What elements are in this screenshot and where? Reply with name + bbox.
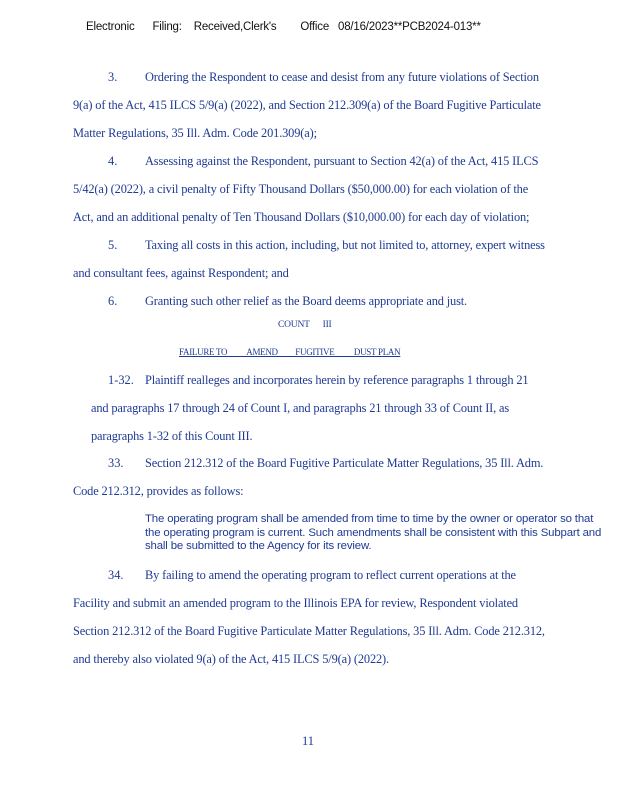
page-number: 11 — [302, 734, 315, 748]
block-quote: The operating program shall be amended from time to time by the owner or operator so that the operating program is current. Such amendments shall be consistent with this Subpart and shall be submitted to the Agency for its review. — [145, 513, 602, 552]
count-heading: COUNT III — [278, 320, 332, 330]
paragraph-text-line: Code 212.312, provides as follows: — [73, 484, 244, 498]
item-text-line: Matter Regulations, 35 Ill. Adm. Code 201.309(a); — [73, 126, 317, 140]
item-text-line: Act, and an additional penalty of Ten Thousand Dollars ($10,000.00) for each day of violation; — [73, 210, 530, 224]
item-text-line: Assessing against the Respondent, pursuant to Section 42(a) of the Act, 415 ILCS — [145, 154, 539, 168]
paragraph-text-line: and paragraphs 17 through 24 of Count I, and paragraphs 21 through 33 of Count II, as — [91, 401, 510, 415]
item-text-line: Taxing all costs in this action, including, but not limited to, attorney, expert witness — [145, 238, 545, 252]
paragraph-text-line: Facility and submit an amended program to the Illinois EPA for review, Respondent violated — [73, 596, 518, 610]
paragraph-text-line: Plaintiff realleges and incorporates herein by reference paragraphs 1 through 21 — [145, 373, 529, 387]
paragraph-number: 1-32. — [108, 373, 134, 387]
item-text-line: and consultant fees, against Respondent; and — [73, 266, 289, 280]
paragraph-number: 34. — [108, 568, 124, 582]
filing-stamp-header: Electronic Filing: Received,Clerk's Office 08/16/2023**PCB2024-013** — [86, 21, 481, 33]
item-text-line: 5/42(a) (2022), a civil penalty of Fifty Thousand Dollars ($50,000.00) for each violation of the — [73, 182, 529, 196]
item-number: 5. — [108, 238, 118, 252]
paragraph-text-line: paragraphs 1-32 of this Count III. — [91, 429, 253, 443]
paragraph-text-line: Section 212.312 of the Board Fugitive Particulate Matter Regulations, 35 Ill. Adm. — [145, 456, 544, 470]
item-text-line: Granting such other relief as the Board deems appropriate and just. — [145, 294, 467, 308]
paragraph-text-line: and thereby also violated 9(a) of the Act, 415 ILCS 5/9(a) (2022). — [73, 652, 389, 666]
item-number: 6. — [108, 294, 118, 308]
count-subheading: FAILURE TO AMEND FUGITIVE DUST PLAN — [179, 347, 401, 357]
item-number: 3. — [108, 70, 118, 84]
item-number: 4. — [108, 154, 118, 168]
paragraph-text-line: Section 212.312 of the Board Fugitive Particulate Matter Regulations, 35 Ill. Adm. Code 212.312, — [73, 624, 545, 638]
item-text-line: Ordering the Respondent to cease and desist from any future violations of Section — [145, 70, 539, 84]
paragraph-number: 33. — [108, 456, 124, 470]
item-text-line: 9(a) of the Act, 415 ILCS 5/9(a) (2022), and Section 212.309(a) of the Board Fugitive Particulate — [73, 98, 541, 112]
paragraph-text-line: By failing to amend the operating program to reflect current operations at the — [145, 568, 516, 582]
